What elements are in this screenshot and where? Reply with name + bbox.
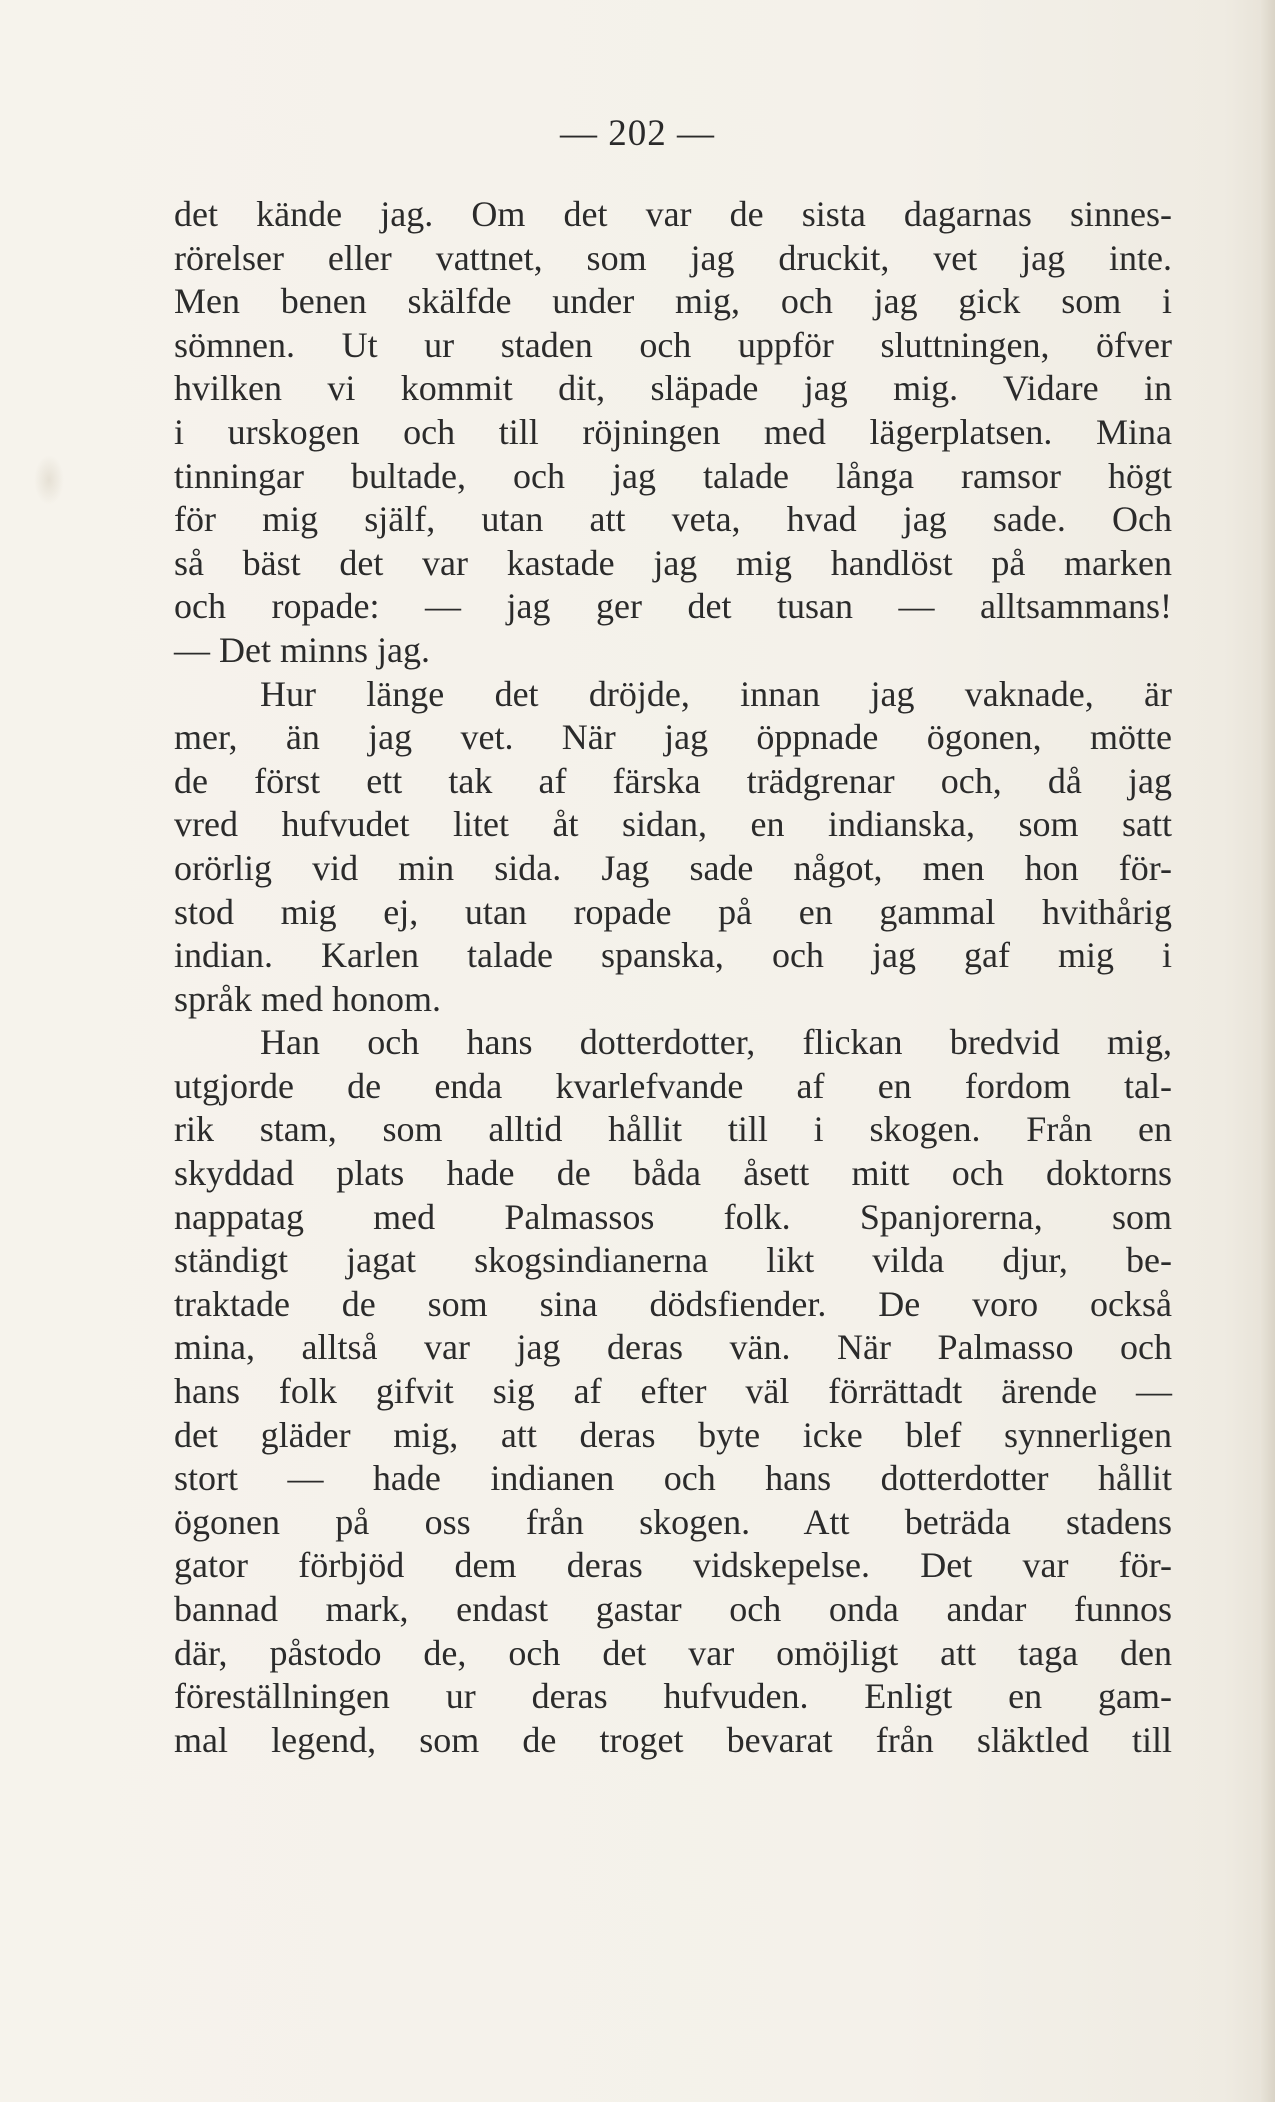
text-line: Hur länge det dröjde, innan jag vaknade, är [260, 673, 1172, 714]
text-line: för mig själf, utan att veta, hvad jag sade. Och [174, 499, 1172, 540]
text-line: det gläder mig, att deras byte icke blef synnerligen [174, 1414, 1172, 1455]
text-line: det kände jag. Om det var de sista dagarnas sinnes- [174, 194, 1172, 234]
text-line: i urskogen och till röjningen med lägerplatsen. Mina [174, 411, 1172, 452]
text-line: gator förbjöd dem deras vidskepelse. Det var för- [174, 1545, 1172, 1586]
text-line: så bäst det var kastade jag mig handlöst på marken [174, 542, 1172, 583]
text-line: mina, alltså var jag deras vän. När Palmasso och [174, 1327, 1172, 1368]
text-line: bannad mark, endast gastar och onda andar funnos [174, 1589, 1172, 1629]
body-text [174, 193, 1172, 1762]
text-line: ögonen på oss från skogen. Att beträda stadens [174, 1501, 1172, 1542]
page-number: — 202 — [560, 113, 715, 154]
text-line: hans folk gifvit sig af efter väl förrättadt ärende — [174, 1371, 1172, 1412]
paper-stain [34, 455, 64, 505]
text-line: Men benen skälfde under mig, och jag gick som i [174, 281, 1172, 322]
text-line: utgjorde de enda kvarlefvande af en fordom tal- [174, 1065, 1172, 1106]
text-line: orörlig vid min sida. Jag sade något, men hon för- [174, 847, 1172, 888]
text-line: hvilken vi kommit dit, släpade jag mig. Vidare in [174, 368, 1172, 409]
text-line: skyddad plats hade de båda åsett mitt och doktorns [174, 1153, 1172, 1194]
text-line: där, påstodo de, och det var omöjligt att taga den [174, 1632, 1172, 1673]
text-line: de först ett tak af färska trädgrenar och, då jag [174, 760, 1172, 801]
text-line: ständigt jagat skogsindianerna likt vilda djur, be- [174, 1240, 1172, 1281]
text-line: indian. Karlen talade spanska, och jag gaf mig i [174, 935, 1172, 976]
text-line: sömnen. Ut ur staden och uppför sluttningen, öfver [174, 324, 1172, 365]
text-line: rörelser eller vattnet, som jag druckit, vet jag inte. [174, 237, 1172, 278]
text-line: och ropade: — jag ger det tusan — alltsammans! [174, 586, 1172, 627]
text-line: språk med honom. [174, 978, 441, 1019]
text-line: traktade de som sina dödsfiender. De voro också [174, 1283, 1172, 1324]
text-line: stod mig ej, utan ropade på en gammal hvithårig [174, 891, 1172, 932]
text-line: stort — hade indianen och hans dotterdotter hållit [174, 1458, 1172, 1499]
text-line: Han och hans dotterdotter, flickan bredvid mig, [260, 1022, 1172, 1063]
text-line: nappatag med Palmassos folk. Spanjorerna, som [174, 1196, 1172, 1237]
text-line: mer, än jag vet. När jag öppnade ögonen, mötte [174, 717, 1172, 758]
text-line: mal legend, som de troget bevarat från släktled till [174, 1719, 1172, 1760]
text-line: — Det minns jag. [174, 629, 430, 670]
text-line: tinningar bultade, och jag talade långa ramsor högt [174, 455, 1172, 496]
page-edge [1261, 0, 1275, 2102]
text-line: vred hufvudet litet åt sidan, en indianska, som satt [174, 804, 1172, 845]
text-line: rik stam, som alltid hållit till i skogen. Från en [174, 1109, 1172, 1150]
text-line: föreställningen ur deras hufvuden. Enligt en gam- [174, 1676, 1172, 1717]
